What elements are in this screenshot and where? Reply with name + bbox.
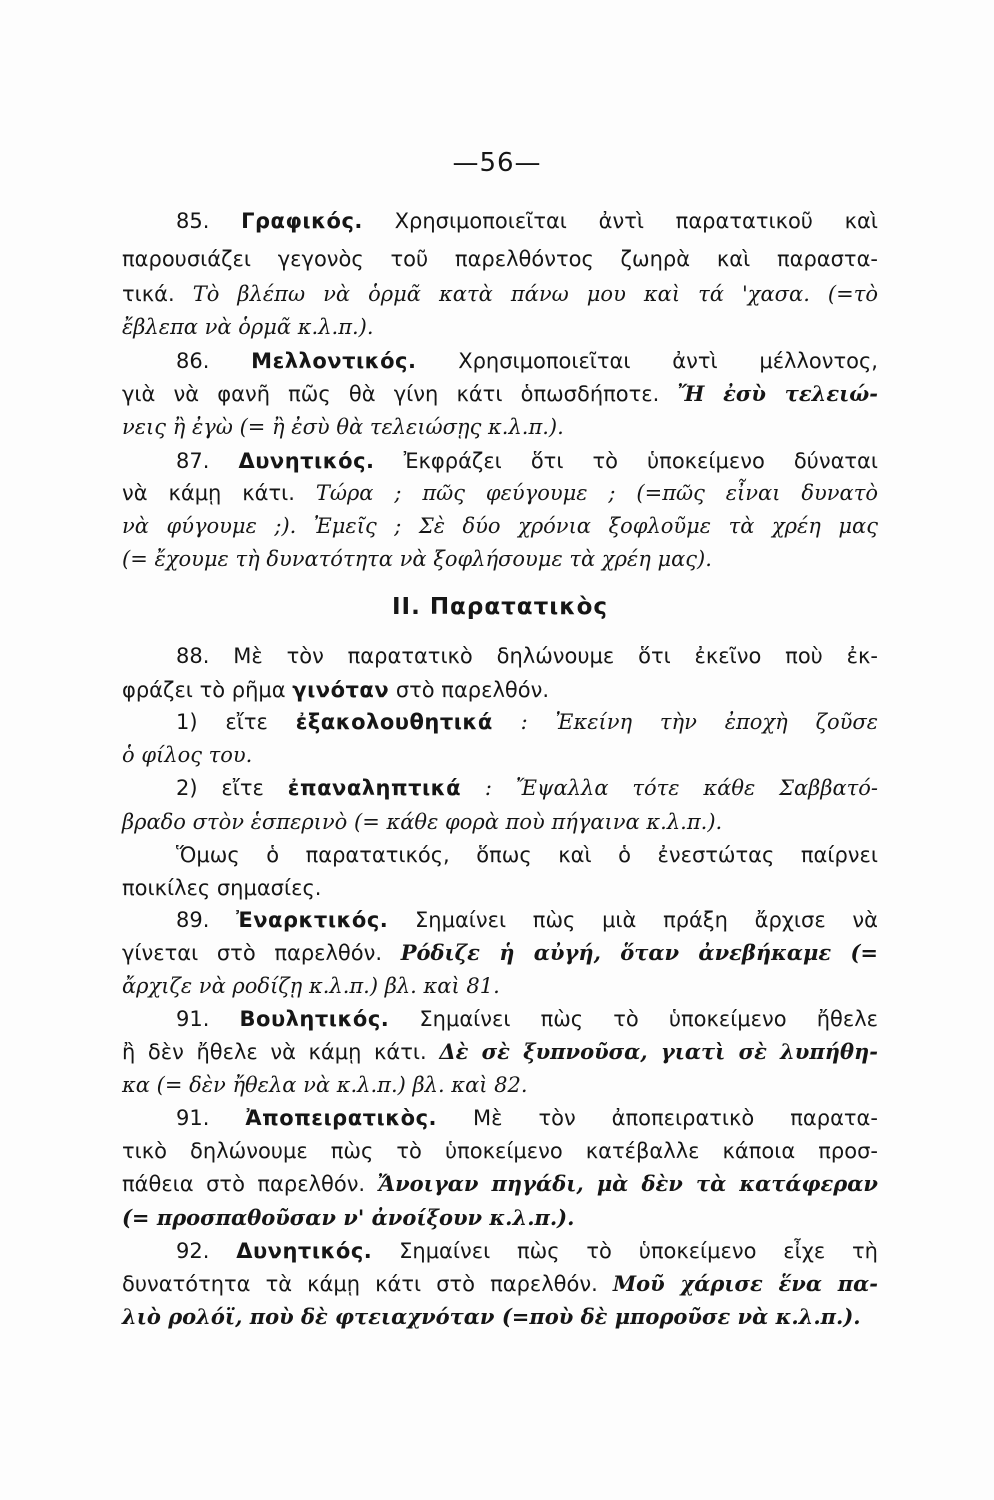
p88-line-2 — [122, 675, 878, 705]
p88-text-1: Μὲ τὸν παρατατικὸ δηλώνουμε ὅτι ἐκεῖνο ποὺ ἐκ- — [233, 644, 878, 668]
p87-line-3 — [122, 511, 878, 541]
p87-text-2a: νὰ κάμῃ κάτι. — [122, 481, 295, 505]
p91b-term: Ἀποπειρατικὸς. — [245, 1106, 437, 1130]
p88-text-2a: φράζει τὸ ρῆμα — [122, 678, 286, 702]
p91b-line-2: τικὸ δηλώνουμε πὼς τὸ ὑποκείμενο κατέβαλλε κάποια προσ- — [122, 1139, 878, 1163]
p87-line-4: (= ἔχουμε τὴ δυνατότητα νὰ ξοφλήσουμε τὰ χρέη μας). — [122, 547, 712, 571]
p91b-line-3 — [122, 1169, 878, 1199]
p85-text-1: Χρησιμοποιεῖται ἀντὶ παρατατικοῦ καὶ — [394, 209, 878, 233]
p92-text-1: Σημαίνει πὼς τὸ ὑποκείμενο εἶχε τὴ — [399, 1239, 878, 1263]
p87-example-1: Τώρα ; πῶς φεύγουμε ; (=πῶς εἶναι δυνατὸ — [315, 481, 878, 505]
section-heading: II. Παρατατικὸς — [391, 594, 609, 620]
p85-example: Τὸ βλέπω νὰ ὁρμᾶ κατὰ πάνω μου καὶ τά 'χασα. (=τὸ — [192, 282, 878, 306]
p88-line-1 — [176, 641, 878, 671]
p88-sub-1-term: ἐξακολουθητικά — [295, 710, 493, 734]
p88-sub-1-num: 1) εἴτε — [176, 710, 268, 734]
p87-example-2: Ἐμεῖς ; Σὲ δύο χρόνια ξοφλοῦμε τὰ χρέη μας — [313, 514, 878, 538]
p91b-line-1 — [176, 1103, 878, 1133]
p85-line-3 — [122, 279, 878, 309]
p89-term: Ἐναρκτικός. — [236, 908, 389, 932]
p88-sub-2-term: ἐπαναληπτικά — [287, 776, 462, 800]
p91b-number: 91. — [176, 1106, 210, 1130]
p87-number: 87. — [176, 449, 210, 473]
p91a-text-2a: ἢ δὲν ἤθελε νὰ κάμῃ κάτι. — [122, 1040, 427, 1064]
p86-number: 86. — [176, 349, 210, 373]
p86-line-3: νεις ἢ ἐγὼ (= ἢ ἐσὺ θὰ τελειώσῃς κ.λ.π.). — [122, 415, 564, 439]
p88-text-2c: στὸ παρελθόν. — [395, 678, 550, 702]
p88-number: 88. — [176, 644, 210, 668]
p88-sub-2-line-2: βραδο στὸν ἑσπερινὸ (= κάθε φορὰ ποὺ πήγαινα κ.λ.π.). — [122, 810, 723, 834]
p91a-example: Δὲ σὲ ξυπνοῦσα, γιατὶ σὲ λυπήθη- — [439, 1039, 879, 1064]
p89-text-2a: γίνεται στὸ παρελθόν. — [122, 941, 383, 965]
p89-line-3: ἄρχιζε νὰ ροδίζῃ κ.λ.π.) βλ. καὶ 81. — [122, 974, 500, 998]
p87-line-1 — [176, 446, 878, 476]
p91b-line-4: (= προσπαθοῦσαν ν' ἀνοίξουν κ.λ.π.). — [122, 1205, 575, 1230]
p92-line-2 — [122, 1269, 878, 1299]
p92-number: 92. — [176, 1239, 210, 1263]
p91a-line-1 — [176, 1004, 878, 1034]
p87-text-3a: νὰ φύγουμε ;). — [122, 514, 297, 538]
p91a-number: 91. — [176, 1007, 210, 1031]
p92-example: Μοῦ χάρισε ἕνα πα- — [612, 1271, 878, 1296]
p88-sub-1-example: : Ἐκείνη τὴν ἐποχὴ ζοῦσε — [520, 710, 878, 734]
p86-text-1: Χρησιμοποιεῖται ἀντὶ μέλλοντος, — [458, 349, 878, 373]
p88-sub-1-line-2: ὁ φίλος του. — [122, 743, 253, 767]
p92-text-2a: δυνατότητα τὰ κάμῃ κάτι στὸ παρελθόν. — [122, 1272, 598, 1296]
p89-line-2 — [122, 938, 878, 968]
p91b-text-1: Μὲ τὸν ἀποπειρατικὸ παρατα- — [473, 1106, 878, 1130]
p88-note-2: ποικίλες σημασίες. — [122, 876, 322, 900]
p91a-text-1: Σημαίνει πὼς τὸ ὑποκείμενο ἤθελε — [419, 1007, 878, 1031]
p91a-term: Βουλητικός. — [239, 1007, 390, 1031]
p86-term: Μελλοντικός. — [251, 349, 417, 373]
p88-sub-2 — [176, 773, 878, 803]
p92-term: Δυνητικός. — [236, 1239, 373, 1263]
p91b-text-3a: πάθεια στὸ παρελθόν. — [122, 1172, 366, 1196]
p89-line-1 — [176, 905, 878, 935]
p88-sub-2-num: 2) εἴτε — [176, 776, 264, 800]
p92-line-3: λιὸ ρολόϊ, ποὺ δὲ φτειαχνόταν (=ποὺ δὲ μποροῦσε νὰ κ.λ.π.). — [122, 1304, 861, 1329]
p87-line-2 — [122, 478, 878, 508]
page-number: —56— — [452, 148, 542, 178]
p87-term: Δυνητικός. — [238, 449, 375, 473]
p88-key-verb: γινόταν — [292, 678, 390, 702]
p88-sub-2-example: : Ἔψαλλα τότε κάθε Σαββατό- — [484, 776, 878, 800]
p91b-example: Ἄνοιγαν πηγάδι, μὰ δὲν τὰ κατάφεραν — [377, 1171, 879, 1196]
p85-line-4: ἔβλεπα νὰ ὁρμᾶ κ.λ.π.). — [122, 315, 374, 339]
p86-text-2a: γιὰ νὰ φανῆ πῶς θὰ γίνη κάτι ὁπωσδήποτε. — [122, 382, 660, 406]
p92-line-1 — [176, 1236, 878, 1266]
p85-line-1 — [176, 206, 878, 236]
p86-example: Ἤ ἐσὺ τελειώ- — [677, 381, 878, 406]
p91a-line-3: κα (= δὲν ἤθελα νὰ κ.λ.π.) βλ. καὶ 82. — [122, 1073, 528, 1097]
p89-example: Ρόδιζε ἡ αὐγή, ὅταν ἀνεβήκαμε (= — [400, 940, 878, 965]
p91a-line-2 — [122, 1037, 878, 1067]
p86-line-1 — [176, 346, 878, 376]
p87-text-1: Ἐκφράζει ὅτι τὸ ὑποκείμενο δύναται — [403, 449, 878, 473]
p88-sub-1 — [176, 707, 878, 737]
p88-note-1: Ὅμως ὁ παρατατικός, ὅπως καὶ ὁ ἐνεστώτας παίρνει — [176, 843, 878, 867]
p85-number: 85. — [176, 209, 210, 233]
p89-text-1: Σημαίνει πὼς μιὰ πράξη ἄρχισε νὰ — [415, 908, 878, 932]
p89-number: 89. — [176, 908, 210, 932]
p85-text-3a: τικά. — [122, 282, 175, 306]
p85-line-2: παρουσιάζει γεγονὸς τοῦ παρελθόντος ζωηρὰ καὶ παραστα- — [122, 247, 878, 271]
p86-line-2 — [122, 379, 878, 409]
p85-term: Γραφικός. — [241, 209, 363, 233]
